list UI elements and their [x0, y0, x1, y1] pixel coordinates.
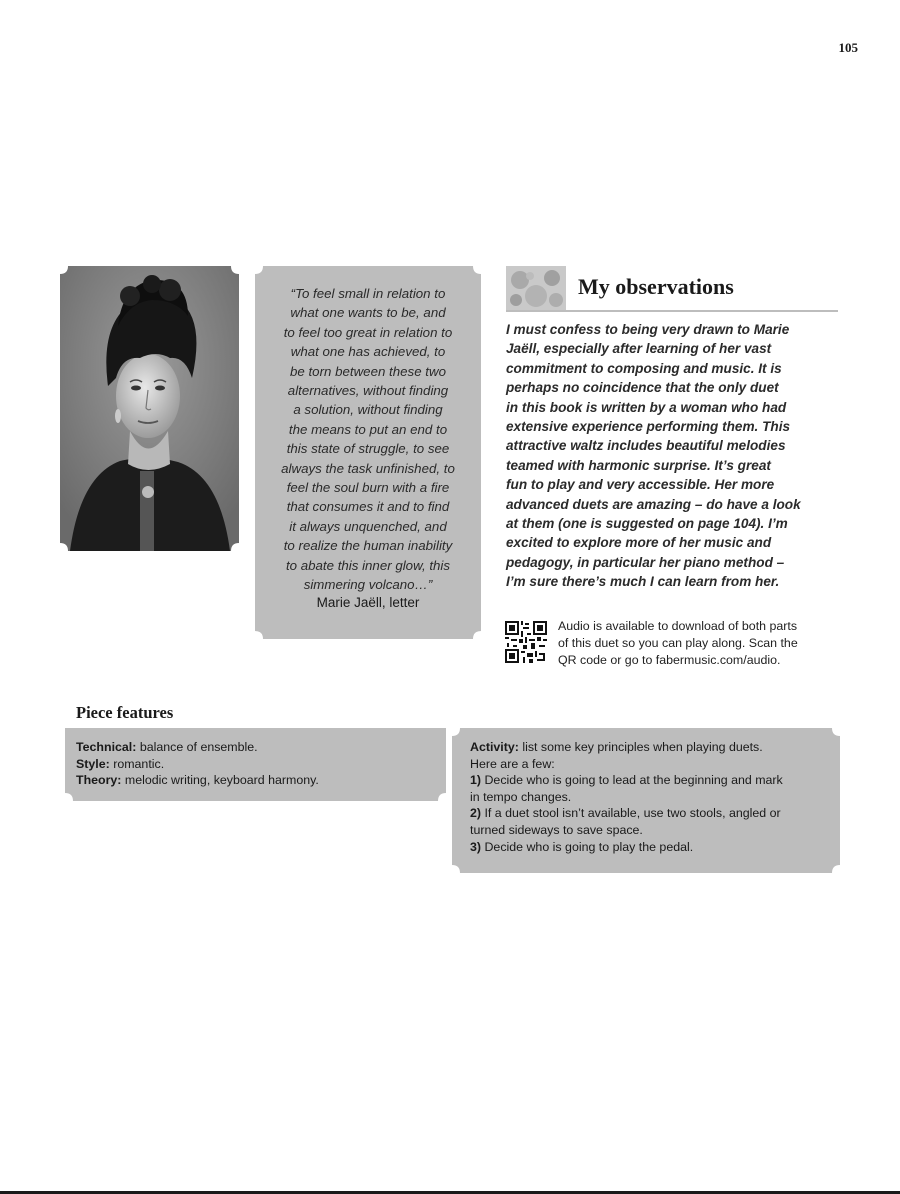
quote-line: “To feel small in relation to — [290, 286, 446, 301]
quote-line: that consumes it and to find — [286, 499, 450, 515]
quote-line: to feel too great in relation to — [283, 324, 453, 340]
feature-style — [76, 756, 436, 773]
observations-line: pedagogy, in particular her piano method – — [506, 554, 785, 570]
feature-label: Style: — [76, 756, 110, 771]
feature-value: romantic. — [109, 756, 165, 771]
quote-line: a solution, without finding — [293, 402, 443, 418]
activity-step-3 — [470, 839, 828, 856]
observations-rule — [506, 310, 838, 312]
quote-line: the means to put an end to — [288, 421, 448, 437]
portrait-photo — [60, 266, 239, 551]
quote-card — [255, 266, 481, 639]
quote-line: always the task unfinished, to — [281, 460, 455, 476]
quote-attribution: Marie Jaëll, letter — [316, 595, 420, 610]
step-label: 1) — [470, 773, 482, 788]
quote-line: what one wants to be, and — [290, 305, 446, 321]
quote-line: what one has achieved, to — [290, 344, 446, 360]
quote-line: to abate this inner glow, this — [285, 557, 451, 573]
observations-line: advanced duets are amazing – do have a look — [506, 496, 801, 512]
quote-line: this state of struggle, to see — [286, 441, 450, 457]
activity-step-1 — [470, 772, 828, 789]
observations-title: My observations — [578, 274, 734, 299]
quote-line: be torn between these two — [290, 363, 446, 379]
quote-line: feel the soul burn with a fire — [286, 480, 450, 496]
features-card-right — [452, 728, 840, 873]
floral-swatch-icon — [506, 266, 566, 310]
quote-line: to realize the human inability — [283, 538, 453, 554]
observations-line: perhaps no coincidence that the only duet — [506, 380, 779, 396]
observations-line: commitment to composing and music. It is — [506, 360, 782, 376]
observations-line: I’m sure there’s much I can learn from her. — [506, 574, 780, 590]
qr-code-icon[interactable] — [505, 621, 547, 663]
activity-step-2 — [470, 805, 828, 822]
feature-label: Technical: — [76, 740, 137, 754]
step-label: 2) — [470, 806, 482, 821]
observations-line: I must confess to being very drawn to Marie — [506, 322, 790, 337]
feature-theory — [76, 772, 436, 789]
quote-text — [269, 284, 467, 595]
observations-line: fun to play and very accessible. Her more — [506, 477, 775, 493]
step-label: 3) — [470, 839, 482, 854]
feature-value: balance of ensemble. — [136, 740, 258, 754]
step-text: Decide who is going to play the pedal. — [481, 839, 694, 854]
observations-line: teamed with harmonic surprise. It’s great — [506, 457, 771, 473]
feature-activity — [470, 739, 828, 756]
features-title: Piece features — [76, 703, 174, 722]
quote-line: simmering volcano…” — [303, 577, 433, 593]
observations-body — [506, 320, 840, 592]
feature-value: list some key principles when playing duets. — [518, 740, 763, 754]
features-left-text — [76, 739, 436, 789]
activity-step-1-cont: in tempo changes. — [470, 789, 572, 804]
step-text: Decide who is going to lead at the beginning and mark — [481, 773, 783, 788]
observations-line: attractive waltz includes beautiful melodies — [506, 438, 786, 454]
features-card-left — [65, 728, 446, 801]
quote-line: it always unquenched, and — [289, 518, 447, 534]
observations-line: in this book is written by a woman who had — [506, 399, 787, 415]
audio-line: Audio is available to download of both parts — [558, 619, 798, 633]
feature-value: melodic writing, keyboard harmony. — [121, 773, 319, 788]
audio-line: QR code or go to fabermusic.com/audio. — [558, 652, 781, 667]
audio-note — [558, 618, 838, 668]
step-text: If a duet stool isn’t available, use two stools, angled or — [481, 806, 781, 821]
features-right-text — [470, 739, 828, 855]
observations-line: at them (one is suggested on page 104). I’m — [506, 516, 788, 532]
observations-line: Jaëll, especially after learning of her vast — [506, 341, 772, 357]
audio-line: of this duet so you can play along. Scan the — [558, 635, 798, 650]
activity-intro: Here are a few: — [470, 756, 555, 771]
quote-line: alternatives, without finding — [287, 383, 449, 399]
observations-line: excited to explore more of her music and — [506, 535, 772, 551]
feature-label: Theory: — [76, 773, 122, 788]
feature-label: Activity: — [470, 740, 519, 754]
observations-header — [506, 266, 838, 312]
page-number: 105 — [838, 40, 858, 55]
feature-technical — [76, 739, 436, 756]
observations-line: extensive experience performing them. This — [506, 419, 791, 435]
activity-step-2-cont: turned sideways to save space. — [470, 822, 643, 837]
